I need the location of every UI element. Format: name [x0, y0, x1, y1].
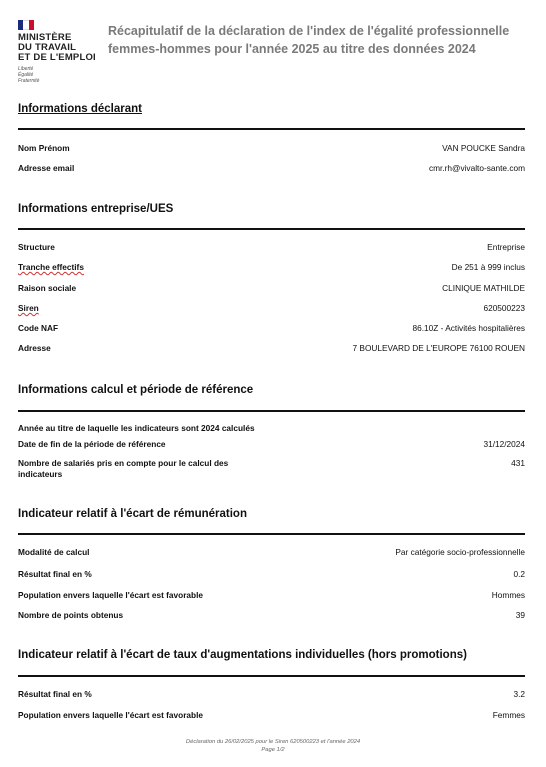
- field-label: Population envers laquelle l'écart est favorable: [18, 710, 204, 720]
- field-value: 0.2: [513, 569, 525, 579]
- field-value: CLINIQUE MATHILDE: [442, 283, 525, 293]
- marianne-flag-icon: [18, 20, 34, 30]
- section-title-declarant: Informations déclarant: [18, 103, 142, 115]
- field-value: 620500223: [483, 303, 525, 313]
- field-label: Population envers laquelle l'écart est favorable: [18, 590, 204, 600]
- field-value: 431: [511, 458, 525, 468]
- ministry-logo: [18, 20, 103, 84]
- footer-declaration-line: Déclaration du 26/02/2025 pour le Siren 620500223 et l'année 2024: [185, 739, 361, 745]
- field-label: Nombre de salariés pris en compte pour le calcul des indicateurs: [18, 458, 229, 479]
- field-label: Adresse email: [18, 163, 75, 173]
- section-title-augmentations: Indicateur relatif à l'écart de taux d'augmentations individuelles (hors promotions): [18, 649, 467, 661]
- section-divider: [18, 228, 525, 230]
- field-value: De 251 à 999 inclus: [451, 262, 525, 272]
- field-label: Code NAF: [18, 323, 59, 333]
- field-value: Femmes: [492, 710, 525, 720]
- page-footer: [0, 738, 546, 754]
- field-label: Siren: [18, 303, 39, 313]
- field-value: 3.2: [513, 689, 525, 699]
- field-value: Hommes: [491, 590, 525, 600]
- section-title-remuneration: Indicateur relatif à l'écart de rémunération: [18, 508, 247, 520]
- ministry-name: MINISTÈRE DU TRAVAIL ET DE L'EMPLOI: [18, 32, 96, 63]
- field-label: Nombre de points obtenus: [18, 610, 124, 620]
- republic-motto: Liberté Égalité Fraternité: [18, 66, 40, 84]
- field-value: Par catégorie socio-professionnelle: [395, 547, 525, 557]
- field-label: Modalité de calcul: [18, 547, 90, 557]
- field-value: 31/12/2024: [483, 439, 525, 449]
- field-value: cmr.rh@vivalto-sante.com: [428, 163, 525, 173]
- field-value: VAN POUCKE Sandra: [442, 143, 525, 153]
- field-value: 7 BOULEVARD DE L'EUROPE 76100 ROUEN: [352, 343, 525, 353]
- page-number: Page 1/2: [261, 747, 285, 753]
- field-label: Structure: [18, 242, 55, 252]
- field-label: Nom Prénom: [18, 143, 70, 153]
- document-header: [18, 20, 528, 95]
- section-title-entreprise: Informations entreprise/UES: [18, 203, 174, 215]
- field-value: 39: [515, 610, 525, 620]
- field-label: Résultat final en %: [18, 569, 92, 579]
- section-divider: [18, 675, 525, 677]
- field-label: Année au titre de laquelle les indicateurs sont 2024 calculés: [18, 423, 255, 433]
- field-label: Tranche effectifs: [18, 262, 84, 272]
- field-label: Raison sociale: [18, 283, 77, 293]
- field-label: Date de fin de la période de référence: [18, 439, 166, 449]
- section-title-calcul: Informations calcul et période de référence: [18, 384, 254, 396]
- field-label: Adresse: [18, 343, 51, 353]
- section-divider: [18, 128, 525, 130]
- field-value: 2024: [201, 423, 220, 433]
- section-divider: [18, 533, 525, 535]
- field-label: Résultat final en %: [18, 689, 92, 699]
- section-divider: [18, 410, 525, 412]
- field-value: 86.10Z - Activités hospitalières: [412, 323, 525, 333]
- field-value: Entreprise: [487, 242, 525, 252]
- document-title: Récapitulatif de la déclaration de l'index de l'égalité professionnelle femmes-hommes pour l'année 2025 au titre des données 2024: [108, 24, 510, 56]
